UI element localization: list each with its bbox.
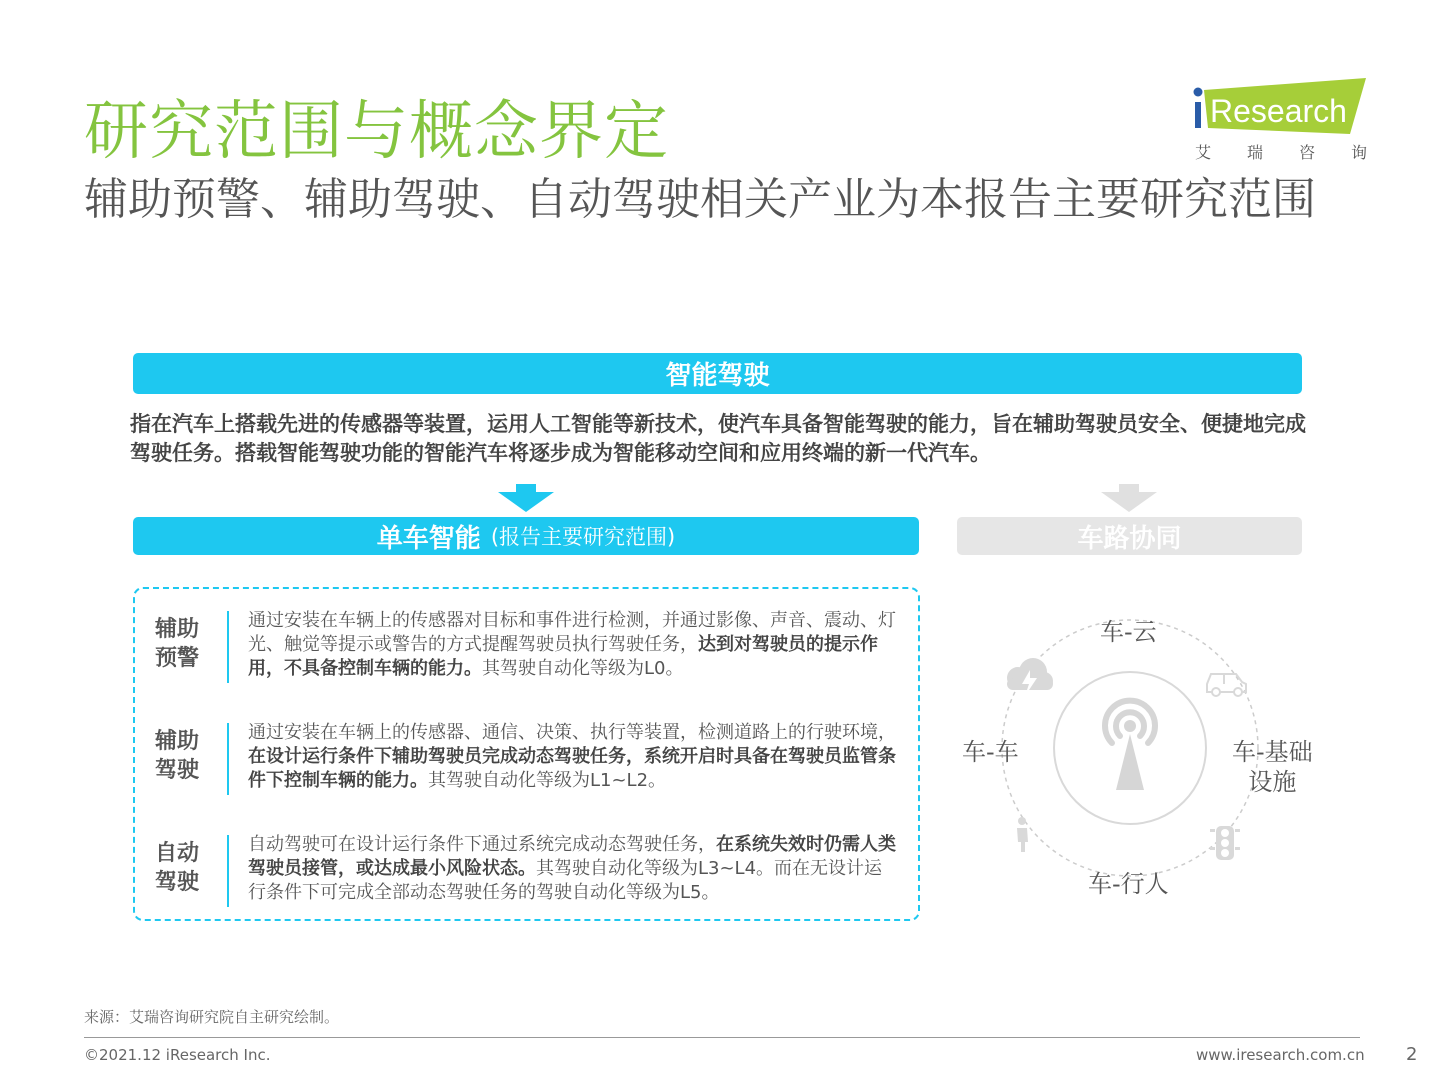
logo-cn-char: 咨: [1298, 143, 1315, 162]
single-vehicle-note: (报告主要研究范围): [490, 525, 676, 549]
v2x-node-infrastructure: 车-基础 设施: [1232, 738, 1313, 796]
row-label: 辅助 驾驶: [155, 729, 200, 783]
row-text: 通过安装在车辆上的传感器、通信、决策、执行等装置，检测道路上的行驶环境，在设计运行条件下辅助驾驶员完成动态驾驶任务，系统开启时具备在驾驶员监管条件下控制车辆的能力。其驾驶自动化等级为L1~L2。: [248, 722, 896, 791]
divider: [227, 835, 229, 907]
v2x-node-pedestrian: 车-行人: [1088, 870, 1169, 898]
vehicle-road-cooperation-bar: 车路协同: [957, 517, 1302, 555]
page-number: 2: [1406, 1044, 1418, 1065]
car-icon: [1207, 674, 1246, 696]
page-subtitle: 辅助预警、辅助驾驶、自动驾驶相关产业为本报告主要研究范围: [84, 174, 1316, 225]
divider: [227, 611, 229, 683]
logo-cn-char: 艾: [1195, 143, 1212, 162]
footer-divider: [84, 1037, 1360, 1038]
logo-cn-char: 询: [1350, 143, 1367, 162]
logo-text: Research: [1210, 93, 1347, 129]
autonomy-levels-box: [133, 587, 920, 921]
traffic-light-icon: [1210, 826, 1240, 860]
logo-cn: [1195, 140, 1367, 163]
intelligent-driving-bar: 智能驾驶: [133, 353, 1302, 394]
v2x-node-vehicle: 车-车: [962, 738, 1019, 766]
logo-i-stem: [1195, 102, 1201, 128]
copyright: ©2021.12 iResearch Inc.: [84, 1046, 271, 1064]
logo-dot: [1194, 88, 1203, 97]
arrow-down-icon: [498, 484, 554, 514]
website-link[interactable]: www.iresearch.com.cn: [1196, 1046, 1365, 1064]
v2x-node-cloud: 车-云: [1100, 618, 1157, 646]
single-vehicle-intelligence-bar: [133, 517, 919, 555]
row-text: 通过安装在车辆上的传感器对目标和事件进行检测，并通过影像、声音、震动、灯光、触觉等提示或警告的方式提醒驾驶员执行驾驶任务，达到对驾驶员的提示作用，不具备控制车辆的能力。其驾驶自动化等级为L0。: [248, 610, 896, 679]
row-label: 辅助 预警: [155, 617, 200, 671]
cloud-icon: [1007, 658, 1053, 696]
row-text: 自动驾驶可在设计运行条件下通过系统完成动态驾驶任务，在系统失效时仍需人类驾驶员接管，或达成最小风险状态。其驾驶自动化等级为L3~L4。而在无设计运行条件下可完成全部动态驾驶任务的驾驶自动化等级为L5。: [248, 834, 896, 903]
single-vehicle-label: 单车智能: [376, 523, 481, 554]
divider: [227, 723, 229, 795]
source-note: 来源：艾瑞咨询研究院自主研究绘制。: [84, 1008, 340, 1026]
logo-cn-char: 瑞: [1246, 143, 1263, 162]
intelligent-driving-description: 指在汽车上搭载先进的传感器等装置，运用人工智能等新技术，使汽车具备智能驾驶的能力，旨在辅助驾驶员安全、便捷地完成驾驶任务。搭载智能驾驶功能的智能汽车将逐步成为智能移动空间和应用终端的新一代汽车。: [130, 412, 1306, 465]
arrow-down-icon: [1101, 484, 1157, 514]
row-label: 自动 驾驶: [155, 841, 200, 895]
page-title: 研究范围与概念界定: [84, 95, 669, 169]
